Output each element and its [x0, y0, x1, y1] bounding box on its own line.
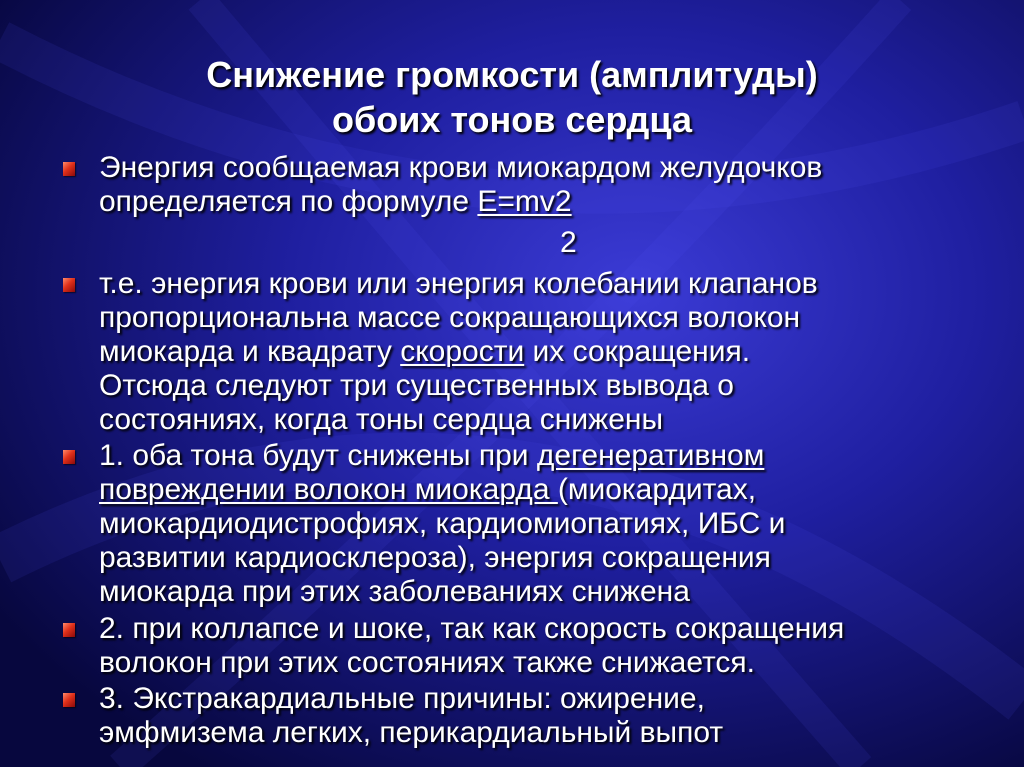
bullet-2-line-3-post: их сокращения. [524, 335, 751, 368]
slide-title-line-1: Снижение громкости (амплитуды) [206, 54, 818, 95]
bullet-5-line-2: эмфмизема легких, перикардиальный выпот [99, 716, 724, 749]
bullet-2-line-2: пропорциональна массе сокращающихся волокон [99, 301, 801, 334]
bullet-2-line-1: т.е. энергия крови или энергия колебании клапанов [99, 267, 818, 300]
formula-denominator: 2 [560, 226, 577, 259]
bullet-3-line-1-pre: 1. оба тона будут снижены при [99, 439, 537, 472]
bullet-marker-icon [63, 623, 75, 637]
energy-formula: E=mv2 [477, 185, 572, 218]
bullet-1-line-1: Энергия сообщаемая крови миокардом желудочков [99, 151, 823, 184]
speed-link[interactable]: скорости [400, 335, 525, 368]
bullet-4-line-1: 2. при коллапсе и шоке, так как скорость сокращения [99, 612, 845, 645]
bullet-marker-icon [63, 693, 75, 707]
bullet-4-line-2: волокон при этих состояниях также снижается. [99, 646, 756, 679]
bullet-marker-icon [63, 162, 75, 176]
bullet-1-line-2-text: определяется по формуле [99, 185, 478, 218]
bullet-marker-icon [63, 278, 75, 292]
bullet-1-line-2 [99, 185, 572, 219]
bullet-5-line-1: 3. Экстракардиальные причины: ожирение, [99, 682, 705, 715]
bullet-2-line-4: Отсюда следуют три существенных вывода о [99, 369, 734, 402]
myocardium-damage-link[interactable]: повреждении волокон миокарда [99, 473, 558, 506]
bullet-marker-icon [63, 450, 75, 464]
bullet-3-line-1 [99, 439, 764, 473]
bullet-2-line-5: состояниях, когда тоны сердца снижены [99, 403, 664, 436]
degenerative-link[interactable]: дегенеративном [536, 439, 765, 472]
bullet-2-line-3 [99, 335, 750, 369]
bullet-2-line-3-pre: миокарда и квадрату [99, 335, 401, 368]
bullet-3-line-4: развитии кардиосклероза), энергия сокращения [99, 541, 771, 574]
slide-title-line-2: обоих тонов сердца [332, 99, 692, 140]
bullet-3-line-3: миокардиодистрофиях, кардиомиопатиях, ИБС и [99, 507, 786, 540]
bullet-3-line-5: миокарда при этих заболеваниях снижена [99, 575, 690, 608]
bullet-3-line-2 [99, 473, 756, 507]
bullet-3-line-2-post: (миокардитах, [557, 473, 757, 506]
